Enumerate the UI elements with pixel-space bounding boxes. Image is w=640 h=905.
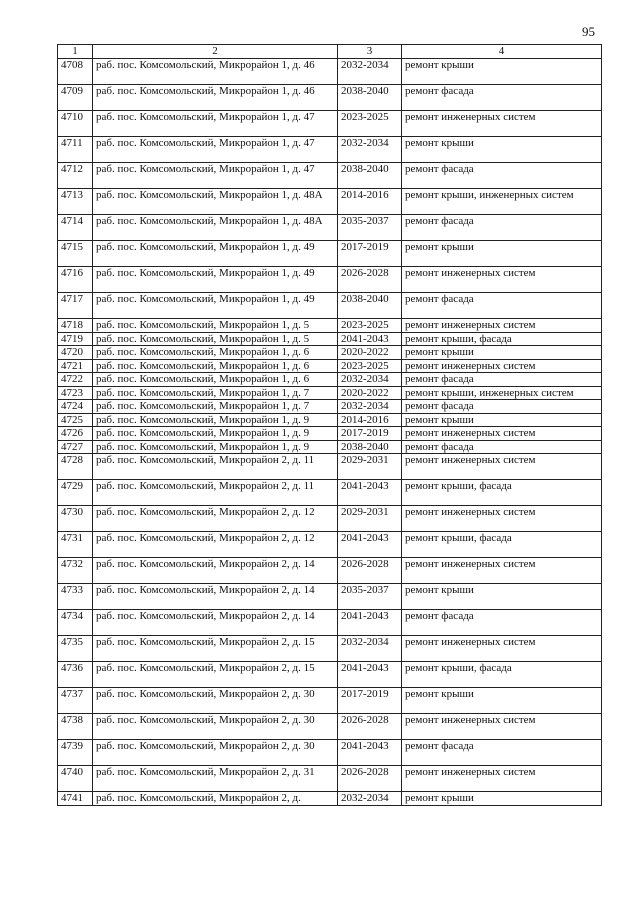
row-years: 2017-2019 [338,241,402,267]
row-years: 2017-2019 [338,688,402,714]
row-work-type: ремонт крыши, фасада [402,532,602,558]
table-row [58,332,602,346]
row-work-type: ремонт фасада [402,215,602,241]
row-number: 4716 [58,267,93,293]
row-work-type: ремонт инженерных систем [402,454,602,480]
row-years: 2038-2040 [338,293,402,319]
row-years: 2029-2031 [338,454,402,480]
row-years: 2026-2028 [338,766,402,792]
row-address: раб. пос. Комсомольский, Микрорайон 2, д. 30 [93,688,338,714]
row-address: раб. пос. Комсомольский, Микрорайон 1, д. 48А [93,215,338,241]
table-row [58,319,602,333]
row-years: 2032-2034 [338,137,402,163]
row-address: раб. пос. Комсомольский, Микрорайон 2, д. 31 [93,766,338,792]
row-years: 2038-2040 [338,440,402,454]
table-row [58,85,602,111]
column-header-years: 3 [338,45,402,59]
table-row [58,480,602,506]
table-row [58,359,602,373]
row-number: 4715 [58,241,93,267]
row-address: раб. пос. Комсомольский, Микрорайон 1, д. 9 [93,413,338,427]
row-years: 2041-2043 [338,480,402,506]
table-body [58,59,602,806]
row-address: раб. пос. Комсомольский, Микрорайон 1, д. 49 [93,241,338,267]
row-work-type: ремонт инженерных систем [402,558,602,584]
row-years: 2014-2016 [338,413,402,427]
column-header-work: 4 [402,45,602,59]
table-row [58,400,602,414]
row-number: 4711 [58,137,93,163]
row-years: 2026-2028 [338,558,402,584]
row-number: 4735 [58,636,93,662]
row-years: 2032-2034 [338,400,402,414]
row-address: раб. пос. Комсомольский, Микрорайон 2, д. 12 [93,506,338,532]
row-address: раб. пос. Комсомольский, Микрорайон 1, д. 47 [93,163,338,189]
row-work-type: ремонт инженерных систем [402,714,602,740]
table-row [58,688,602,714]
row-number: 4720 [58,346,93,360]
row-years: 2023-2025 [338,359,402,373]
table-row [58,662,602,688]
row-address: раб. пос. Комсомольский, Микрорайон 2, д. 15 [93,662,338,688]
row-work-type: ремонт крыши [402,346,602,360]
row-address: раб. пос. Комсомольский, Микрорайон 2, д. 30 [93,714,338,740]
row-years: 2038-2040 [338,85,402,111]
row-address: раб. пос. Комсомольский, Микрорайон 1, д. 48А [93,189,338,215]
row-work-type: ремонт фасада [402,85,602,111]
row-address: раб. пос. Комсомольский, Микрорайон 1, д. 6 [93,346,338,360]
table-row [58,137,602,163]
row-work-type: ремонт инженерных систем [402,427,602,441]
row-address: раб. пос. Комсомольский, Микрорайон 1, д. 49 [93,293,338,319]
column-header-address: 2 [93,45,338,59]
table-row [58,454,602,480]
row-number: 4710 [58,111,93,137]
table-row [58,373,602,387]
row-address: раб. пос. Комсомольский, Микрорайон 1, д. 46 [93,59,338,85]
row-address: раб. пос. Комсомольский, Микрорайон 2, д. 30 [93,740,338,766]
table-row [58,558,602,584]
table-row [58,584,602,610]
row-work-type: ремонт инженерных систем [402,111,602,137]
row-number: 4728 [58,454,93,480]
row-number: 4732 [58,558,93,584]
row-years: 2032-2034 [338,792,402,806]
row-work-type: ремонт фасада [402,610,602,636]
row-years: 2014-2016 [338,189,402,215]
row-number: 4709 [58,85,93,111]
row-number: 4729 [58,480,93,506]
row-number: 4726 [58,427,93,441]
row-work-type: ремонт крыши, фасада [402,332,602,346]
row-years: 2035-2037 [338,215,402,241]
row-number: 4731 [58,532,93,558]
row-work-type: ремонт крыши, инженерных систем [402,386,602,400]
row-number: 4723 [58,386,93,400]
row-years: 2026-2028 [338,267,402,293]
table-row [58,267,602,293]
table-row [58,532,602,558]
row-years: 2041-2043 [338,610,402,636]
row-number: 4721 [58,359,93,373]
row-work-type: ремонт крыши [402,584,602,610]
row-work-type: ремонт крыши [402,688,602,714]
row-number: 4733 [58,584,93,610]
row-number: 4712 [58,163,93,189]
row-number: 4713 [58,189,93,215]
table-row [58,111,602,137]
row-years: 2035-2037 [338,584,402,610]
row-work-type: ремонт крыши, фасада [402,662,602,688]
row-work-type: ремонт инженерных систем [402,636,602,662]
row-years: 2026-2028 [338,714,402,740]
row-years: 2032-2034 [338,59,402,85]
row-number: 4717 [58,293,93,319]
row-years: 2041-2043 [338,662,402,688]
table-row [58,386,602,400]
row-work-type: ремонт крыши [402,792,602,806]
row-work-type: ремонт фасада [402,373,602,387]
row-number: 4734 [58,610,93,636]
row-address: раб. пос. Комсомольский, Микрорайон 2, д. 11 [93,454,338,480]
row-number: 4724 [58,400,93,414]
table-header [58,45,602,59]
table-row [58,506,602,532]
row-number: 4719 [58,332,93,346]
row-work-type: ремонт крыши, инженерных систем [402,189,602,215]
row-years: 2017-2019 [338,427,402,441]
row-address: раб. пос. Комсомольский, Микрорайон 2, д. [93,792,338,806]
row-number: 4737 [58,688,93,714]
row-address: раб. пос. Комсомольский, Микрорайон 1, д. 49 [93,267,338,293]
row-number: 4740 [58,766,93,792]
table-row [58,610,602,636]
row-address: раб. пос. Комсомольский, Микрорайон 1, д. 9 [93,440,338,454]
row-years: 2032-2034 [338,373,402,387]
table-row [58,792,602,806]
row-number: 4718 [58,319,93,333]
page-number: 95 [582,24,595,39]
row-number: 4714 [58,215,93,241]
table-row [58,440,602,454]
row-address: раб. пос. Комсомольский, Микрорайон 1, д. 9 [93,427,338,441]
row-work-type: ремонт фасада [402,293,602,319]
row-work-type: ремонт инженерных систем [402,319,602,333]
row-number: 4727 [58,440,93,454]
row-address: раб. пос. Комсомольский, Микрорайон 1, д. 47 [93,137,338,163]
table-row [58,714,602,740]
row-work-type: ремонт фасада [402,163,602,189]
row-work-type: ремонт крыши [402,59,602,85]
row-number: 4708 [58,59,93,85]
table-row [58,740,602,766]
row-address: раб. пос. Комсомольский, Микрорайон 2, д. 14 [93,584,338,610]
header-row [58,45,602,59]
row-address: раб. пос. Комсомольский, Микрорайон 1, д. 7 [93,400,338,414]
row-years: 2032-2034 [338,636,402,662]
row-address: раб. пос. Комсомольский, Микрорайон 1, д. 5 [93,332,338,346]
row-work-type: ремонт крыши [402,241,602,267]
row-years: 2029-2031 [338,506,402,532]
row-years: 2020-2022 [338,346,402,360]
row-work-type: ремонт фасада [402,400,602,414]
row-years: 2020-2022 [338,386,402,400]
row-work-type: ремонт фасада [402,740,602,766]
table-row [58,346,602,360]
row-number: 4730 [58,506,93,532]
row-address: раб. пос. Комсомольский, Микрорайон 2, д. 11 [93,480,338,506]
row-address: раб. пос. Комсомольский, Микрорайон 1, д. 6 [93,373,338,387]
row-work-type: ремонт фасада [402,440,602,454]
row-years: 2041-2043 [338,740,402,766]
row-years: 2023-2025 [338,111,402,137]
row-address: раб. пос. Комсомольский, Микрорайон 1, д. 46 [93,85,338,111]
table-row [58,766,602,792]
row-years: 2041-2043 [338,532,402,558]
row-address: раб. пос. Комсомольский, Микрорайон 1, д. 5 [93,319,338,333]
row-work-type: ремонт крыши, фасада [402,480,602,506]
row-work-type: ремонт крыши [402,137,602,163]
registry-table [57,44,602,806]
row-years: 2038-2040 [338,163,402,189]
row-work-type: ремонт инженерных систем [402,267,602,293]
table-row [58,636,602,662]
table-row [58,215,602,241]
row-number: 4722 [58,373,93,387]
row-work-type: ремонт инженерных систем [402,359,602,373]
table-row [58,163,602,189]
row-number: 4738 [58,714,93,740]
row-number: 4741 [58,792,93,806]
row-address: раб. пос. Комсомольский, Микрорайон 2, д. 14 [93,610,338,636]
row-years: 2041-2043 [338,332,402,346]
row-number: 4725 [58,413,93,427]
row-number: 4736 [58,662,93,688]
row-work-type: ремонт крыши [402,413,602,427]
row-address: раб. пос. Комсомольский, Микрорайон 2, д. 12 [93,532,338,558]
row-address: раб. пос. Комсомольский, Микрорайон 1, д. 47 [93,111,338,137]
column-header-number: 1 [58,45,93,59]
row-address: раб. пос. Комсомольский, Микрорайон 1, д. 7 [93,386,338,400]
row-work-type: ремонт инженерных систем [402,506,602,532]
table-row [58,59,602,85]
table-row [58,241,602,267]
row-address: раб. пос. Комсомольский, Микрорайон 2, д. 15 [93,636,338,662]
row-years: 2023-2025 [338,319,402,333]
table-row [58,189,602,215]
row-work-type: ремонт инженерных систем [402,766,602,792]
row-address: раб. пос. Комсомольский, Микрорайон 2, д. 14 [93,558,338,584]
table-row [58,413,602,427]
table-row [58,293,602,319]
table-row [58,427,602,441]
row-address: раб. пос. Комсомольский, Микрорайон 1, д. 6 [93,359,338,373]
row-number: 4739 [58,740,93,766]
